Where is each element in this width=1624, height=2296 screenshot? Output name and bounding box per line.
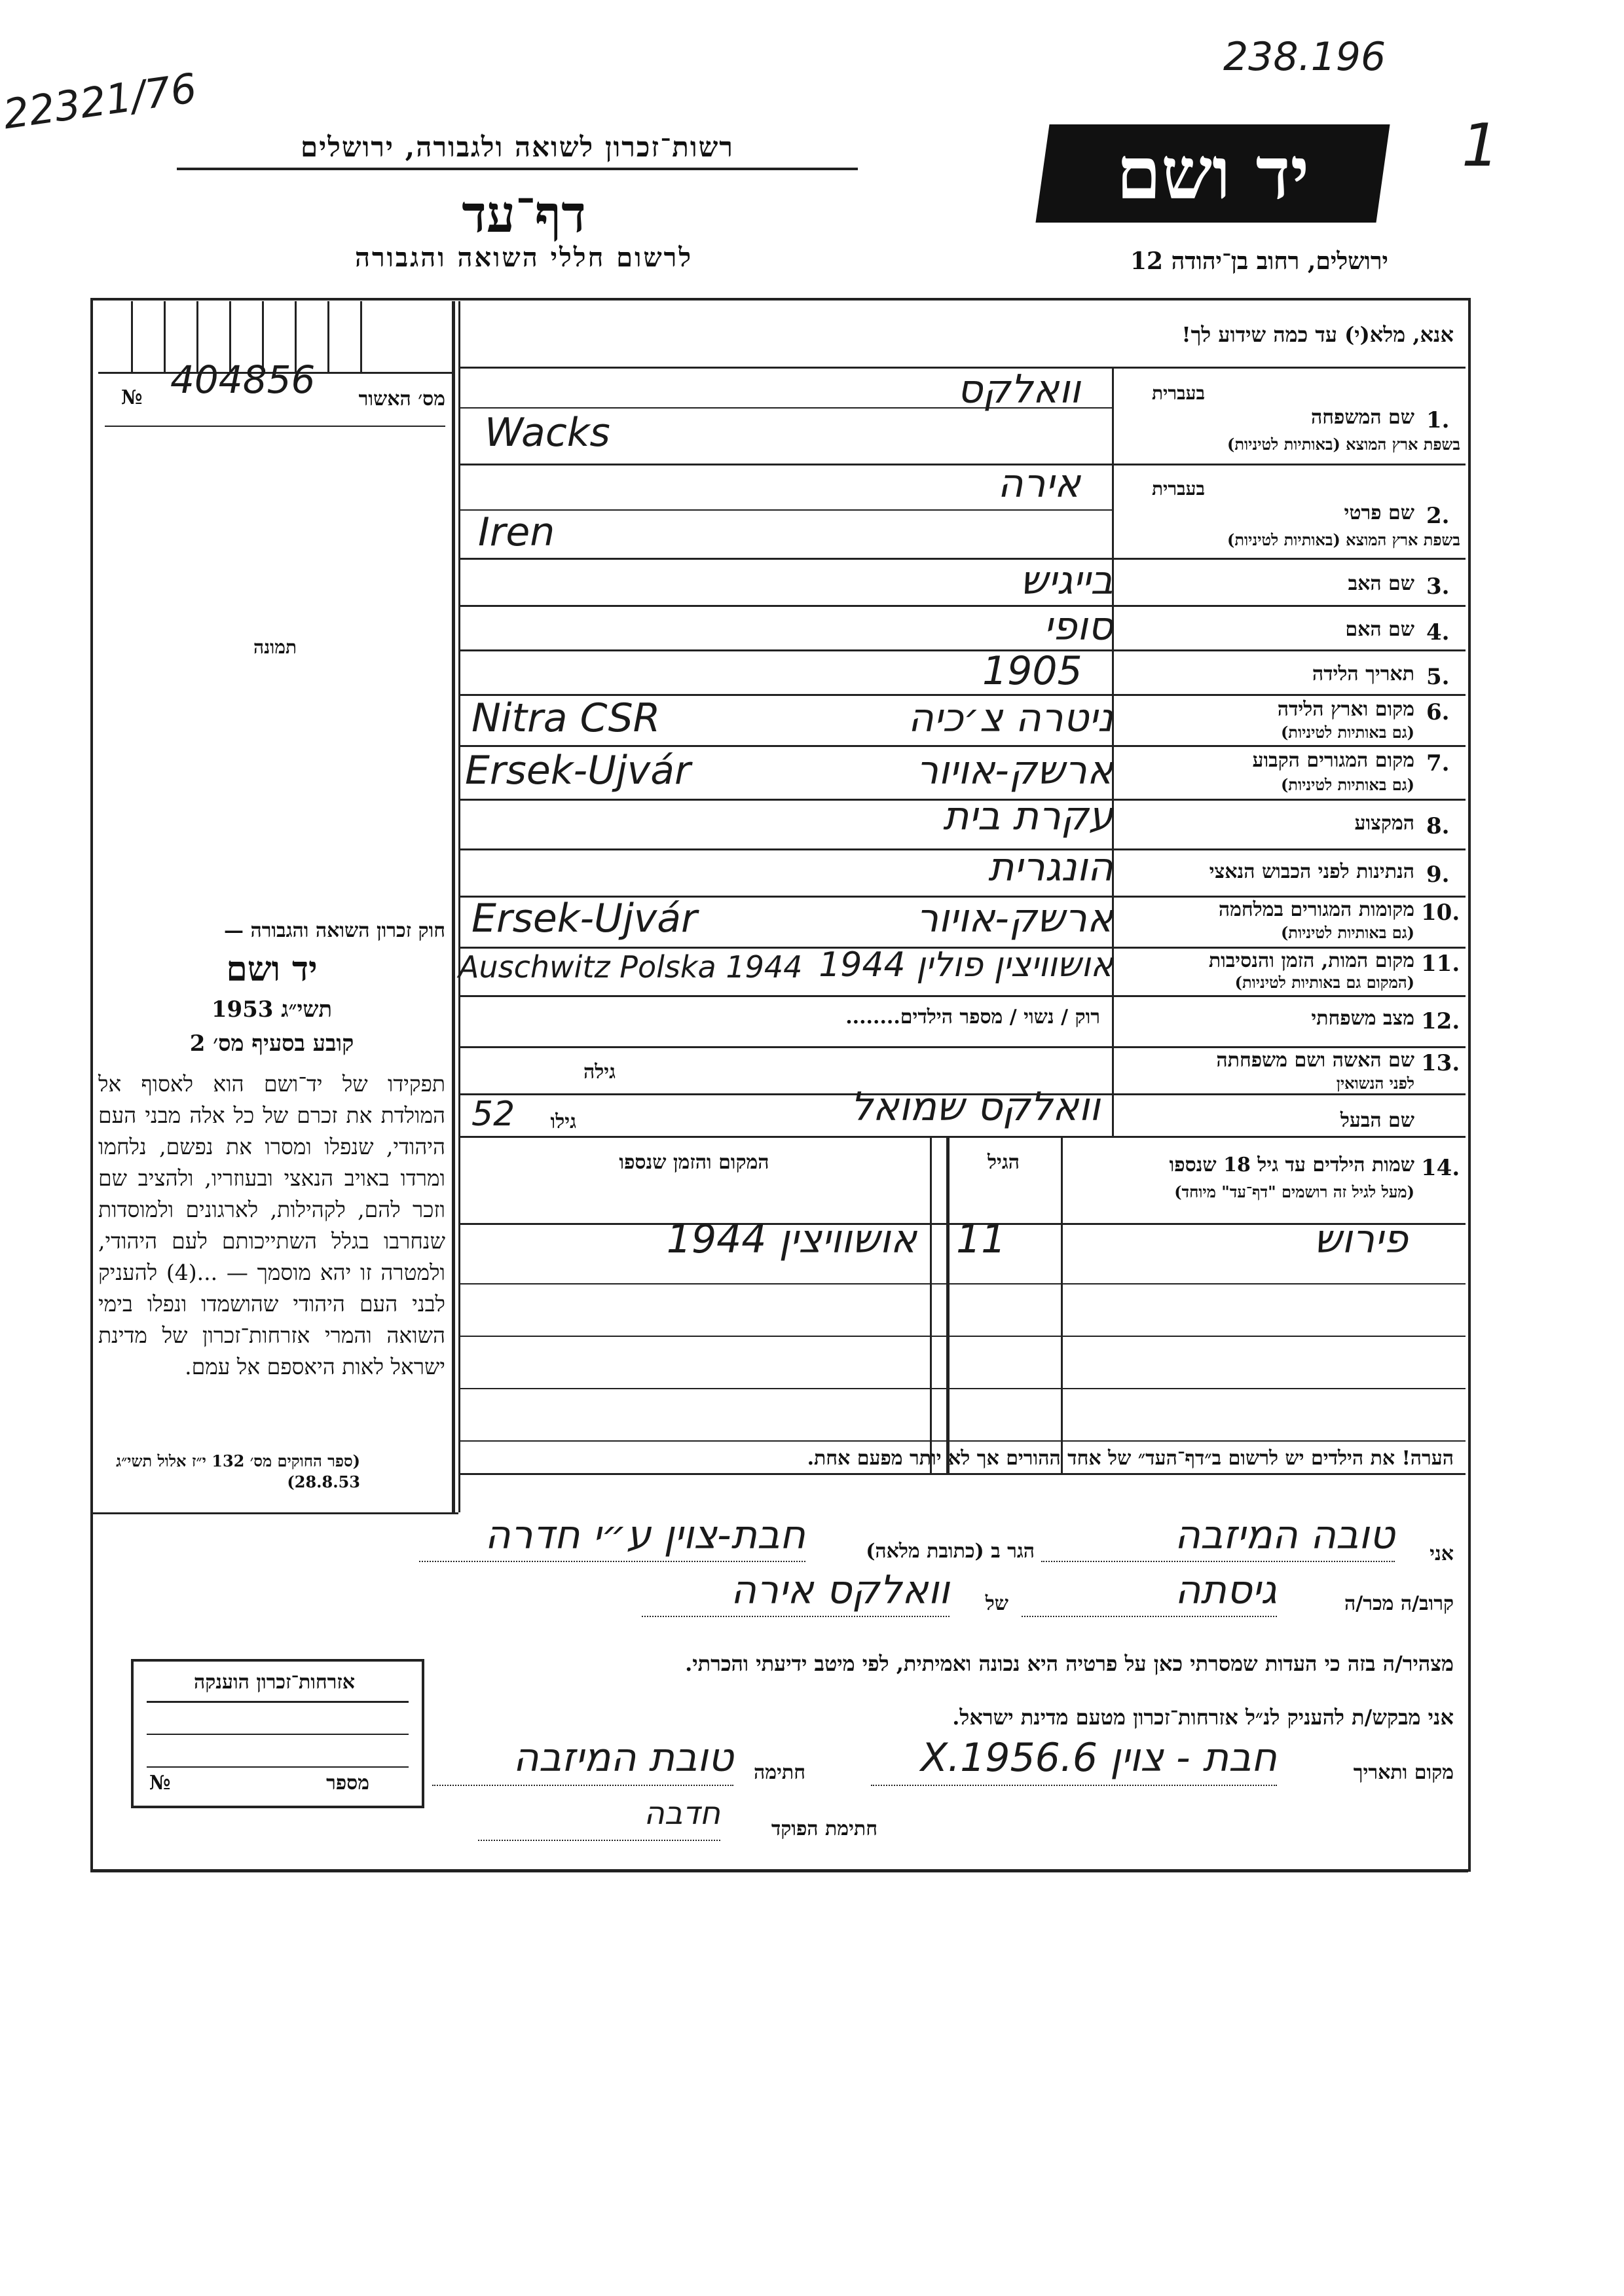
request-text: אני מבקש/ת להעניק לנ״ל אזרחות־זכרון מטעם מדינת ישראל. (952, 1705, 1454, 1730)
f9-value: הונגרית (987, 845, 1113, 890)
f10-label: מקומות המגורים במלחמה (1218, 898, 1414, 921)
of-label: של (985, 1592, 1008, 1615)
f2-number: 2. (1426, 503, 1450, 529)
f3-number: 3. (1426, 574, 1450, 600)
f10-sub: (גם באותיות לטיניות) (1280, 923, 1414, 942)
f2-sub: בשפת ארץ המוצא (באותיות לטיניות) (1227, 530, 1460, 549)
signature-value: טובת המיזבה (513, 1735, 733, 1781)
form-title: דף־עד (462, 185, 586, 244)
f7-number: 7. (1426, 750, 1450, 776)
f2-hebrew-tag: בעברית (1151, 478, 1205, 500)
f6-sub: (גם באותיות לטיניות) (1280, 723, 1414, 742)
address: ירושלים, רחוב בן־יהודה 12 (1130, 247, 1388, 275)
f4-label: שם האם (1345, 618, 1414, 641)
f12-number: 12. (1421, 1008, 1460, 1034)
f11-value-latin: Auschwitz Polska 1944 (458, 949, 803, 985)
f3-value: בייגיש (1020, 558, 1113, 604)
logo-text: יד ושם (1116, 131, 1310, 215)
citizenship-title: אזרחות־זכרון הוענקה (193, 1671, 356, 1694)
f1-value-hebrew: וואלקס (957, 367, 1080, 412)
children-col-age: הגיל (987, 1151, 1020, 1174)
place-date-label: מקום ותאריך (1353, 1761, 1454, 1784)
approval-no-label: № (121, 386, 143, 409)
archive-number-handwritten: 22321/76 (0, 64, 200, 139)
f6-value-hebrew: ניטרה צ׳כיה (908, 695, 1113, 741)
f6-number: 6. (1426, 699, 1450, 725)
f8-value: עקרת בית (942, 793, 1113, 839)
f10-value-hebrew: ארשק-אויור (916, 896, 1113, 941)
approval-label: מס׳ האשור (358, 388, 445, 410)
margin-mark-handwritten: 1 (1462, 111, 1500, 180)
relative-label: קרוב/ה מכר/ה (1344, 1592, 1454, 1615)
officer-label: חתימת הפוקד (771, 1817, 877, 1840)
law-body: תפקידו של יד־ושם הוא לאסוף אל המולדת את זכרם של כל אלה מבני העם היהודי, שנפלו ומסרו את נפשם, נלחמו ומרדו באויב הנאצי ובעוזריו, ולהציב שם וזכר להם, לקהילות, לארגונים ולמוסדות שנחרבו בגלל השתייכותם לעם היהודי, ולמטרה זו יהא מוסמך — ...(4) להעניק לבני העם היהודי שהושמדו ונפלו בימי השואה והמרי אזרחות־זכרון של מדינת ישראל לאות היאספם אל עמם. (98, 1071, 445, 1379)
child-1-age: 11 (956, 1216, 1006, 1262)
yad-vashem-logo (1035, 124, 1390, 223)
form-frame-bottom (90, 1869, 1468, 1872)
f9-label: הנתינות לפני הכבוש הנאצי (1209, 860, 1414, 883)
f1-value-latin: Wacks (485, 410, 610, 456)
f2-label: שם פרטי (1344, 501, 1414, 524)
f9-number: 9. (1426, 862, 1450, 888)
law-title: חוק זכרון השואה והגבורה — (224, 919, 445, 942)
children-sub: (מעל לגיל זה רושמים "דף־עד" מיוחד) (1174, 1182, 1414, 1201)
declarant-lives-label: הגר ב (כתובת מלאה) (866, 1540, 1035, 1563)
f5-label: תאריך הלידה (1312, 663, 1414, 685)
citizenship-number-label: מספר (326, 1772, 369, 1795)
record-number-handwritten: 238.196 (1223, 34, 1386, 80)
citizenship-no-label: № (149, 1772, 171, 1795)
declaration-text: מצהיר/ה בזה כי העדות שמסרתי כאן על פרטיה היא נכונה ואמיתית, לפי מיטב ידיעתי והכרתי. (685, 1651, 1454, 1676)
f5-number: 5. (1426, 664, 1450, 690)
law-year: תשי״ג 1953 (211, 996, 333, 1023)
signature-label: חתימה (754, 1761, 805, 1784)
f11-sub: (המקום גם באותיות לטיניות) (1234, 973, 1414, 992)
declarant-name: טובה המיזבה (1174, 1512, 1395, 1558)
f7-value-hebrew: ארשק-אויור (916, 748, 1113, 793)
f13-number: 13. (1421, 1050, 1460, 1076)
children-note: הערה! את הילדים יש לרשום ב״דף־העד״ של אחד ההורים אך לא יותר מפעם אחת. (807, 1447, 1454, 1470)
f8-label: המקצוע (1354, 812, 1414, 835)
f7-value-latin: Ersek-Ujvár (465, 748, 691, 793)
place-date-value: חבת - צוין 6.X.1956 (920, 1735, 1277, 1781)
f12-options: רוק / נשוי / מספר הילדים........ (845, 1006, 1100, 1029)
f2-value-latin: Iren (478, 509, 555, 555)
f13-label: שם האשה ושם משפחתה (1216, 1049, 1414, 1072)
husband-age-label: גילו (550, 1110, 576, 1133)
child-1-name: פירוש (1314, 1216, 1408, 1262)
of-name: וואלקס אירה (730, 1567, 950, 1613)
f7-label: מקום המגורים הקבוע (1252, 749, 1414, 772)
f1-sub: בשפת ארץ המוצא (באותיות לטיניות) (1227, 435, 1460, 454)
law-reference: (ספר החוקים מס׳ 132 י״ז אלול תשי״ג 28.8.53) (116, 1451, 360, 1491)
child-1-place: אושוויצין 1944 (666, 1216, 917, 1262)
f7-sub: (גם באותיות לטיניות) (1280, 775, 1414, 794)
law-name: יד ושם (226, 949, 318, 989)
husband-age: 52 (471, 1095, 515, 1134)
f6-value-latin: Nitra CSR (471, 695, 661, 741)
org-name-underline (177, 168, 858, 170)
children-number: 14. (1421, 1155, 1460, 1181)
f13-age-label: גילה (583, 1061, 616, 1084)
husband-name: וואלקס שמואל (850, 1084, 1100, 1130)
f6-label: מקום וארץ הלידה (1277, 698, 1414, 721)
declarant-address: חבת-צוין ע״י חדרה (485, 1512, 805, 1558)
f10-number: 10. (1421, 900, 1460, 926)
husband-label: שם הבעל (1340, 1109, 1414, 1132)
f1-number: 1. (1426, 407, 1450, 433)
declarant-i-label: אני (1430, 1542, 1454, 1565)
intro-text: אנא, מלא(י) עד כמה שידוע לך! (1181, 322, 1454, 347)
f4-value: סופי (1043, 604, 1113, 649)
f1-hebrew-tag: בעברית (1151, 382, 1205, 404)
f2-value-hebrew: אירה (997, 461, 1080, 507)
relation-value: גיסתה (1175, 1567, 1277, 1613)
f1-label: שם המשפחה (1310, 406, 1414, 429)
f8-number: 8. (1426, 813, 1450, 839)
photo-label: תמונה (253, 636, 297, 658)
f11-label: מקום המות, הזמן והנסיבות (1208, 949, 1414, 972)
children-col-place: המקום והזמן שנספו (619, 1151, 769, 1174)
org-name: רשות־זכרון לשואה ולגבורה, ירושלים (301, 131, 734, 163)
f4-number: 4. (1426, 619, 1450, 646)
f13-sub: לפני הנשואין (1336, 1074, 1414, 1093)
f3-label: שם האב (1348, 572, 1414, 595)
children-label: שמות הילדים עד גיל 18 שנספו (1169, 1154, 1414, 1176)
f12-label: מצב משפחתי (1311, 1007, 1414, 1030)
law-clause: קובע בסעיף מס׳ 2 (189, 1030, 354, 1057)
f10-value-latin: Ersek-Ujvár (471, 896, 697, 941)
f11-value-hebrew: אושוויצין פולין 1944 (819, 945, 1113, 985)
f11-number: 11. (1421, 951, 1460, 977)
officer-signature: חדבה (644, 1795, 720, 1832)
form-subtitle: לרשום חללי השואה והגבורה (354, 242, 693, 273)
f5-value: 1905 (982, 648, 1082, 694)
citizenship-box (131, 1659, 424, 1808)
approval-number: 404856 (170, 357, 316, 402)
